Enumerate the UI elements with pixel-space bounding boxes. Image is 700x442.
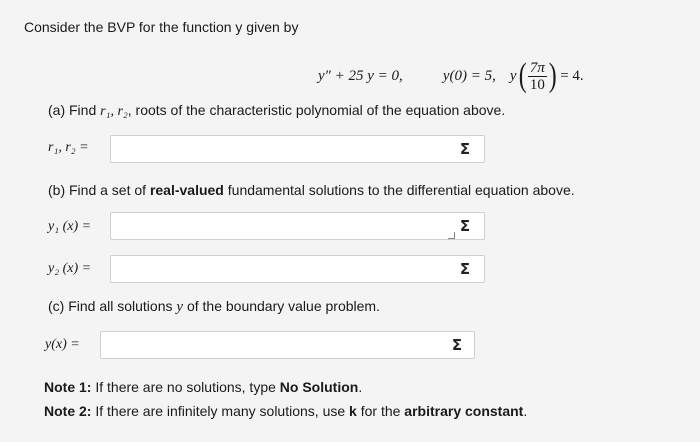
part-a-prompt: (a) Find r₁, r₂, roots of the characteristic polynomial of the equation above. — [48, 102, 506, 119]
r1-r2-input[interactable] — [110, 135, 485, 163]
note-2: Note 2: If there are infinitely many solutions, use k for the arbitrary constant. — [44, 403, 528, 419]
ode-equation: y″ + 25 y = 0, — [318, 67, 403, 84]
y1-label: y₁ (x) = — [48, 219, 92, 234]
r1-r2-label: r₁, r₂ = — [48, 140, 89, 155]
bvp-equation: y″ + 25 y = 0, y(0) = 5, y ( $\frac{7\pi}{10}$ ) = 4. — [318, 57, 584, 94]
sigma-icon[interactable]: Σ — [459, 217, 471, 235]
note-1: Note 1: If there are no solutions, type No Solution. — [44, 379, 363, 395]
y2-input[interactable] — [110, 255, 485, 283]
sigma-icon[interactable]: Σ — [459, 140, 471, 158]
y-solution-input[interactable] — [100, 331, 475, 359]
boundary-condition-2-argument: $\frac{7\pi}{10}$ — [529, 59, 545, 93]
y1-input[interactable] — [110, 212, 485, 240]
y-label: y(x) = — [45, 337, 80, 352]
sigma-icon[interactable]: Σ — [451, 336, 463, 354]
y2-label: y₂ (x) = — [48, 261, 92, 276]
intro-text: Consider the BVP for the function y given by — [24, 19, 299, 35]
part-c-prompt: (c) Find all solutions y of the boundary value problem. — [48, 298, 380, 315]
boundary-condition-2-value: = 4. — [560, 67, 584, 84]
sigma-icon[interactable]: Σ — [459, 260, 471, 278]
resize-handle-icon[interactable] — [448, 232, 455, 239]
boundary-condition-1: y(0) = 5, — [442, 67, 496, 84]
part-b-prompt: (b) Find a set of real-valued fundamental solutions to the differential equation above. — [48, 182, 575, 198]
boundary-condition-2-function: y — [509, 67, 517, 84]
